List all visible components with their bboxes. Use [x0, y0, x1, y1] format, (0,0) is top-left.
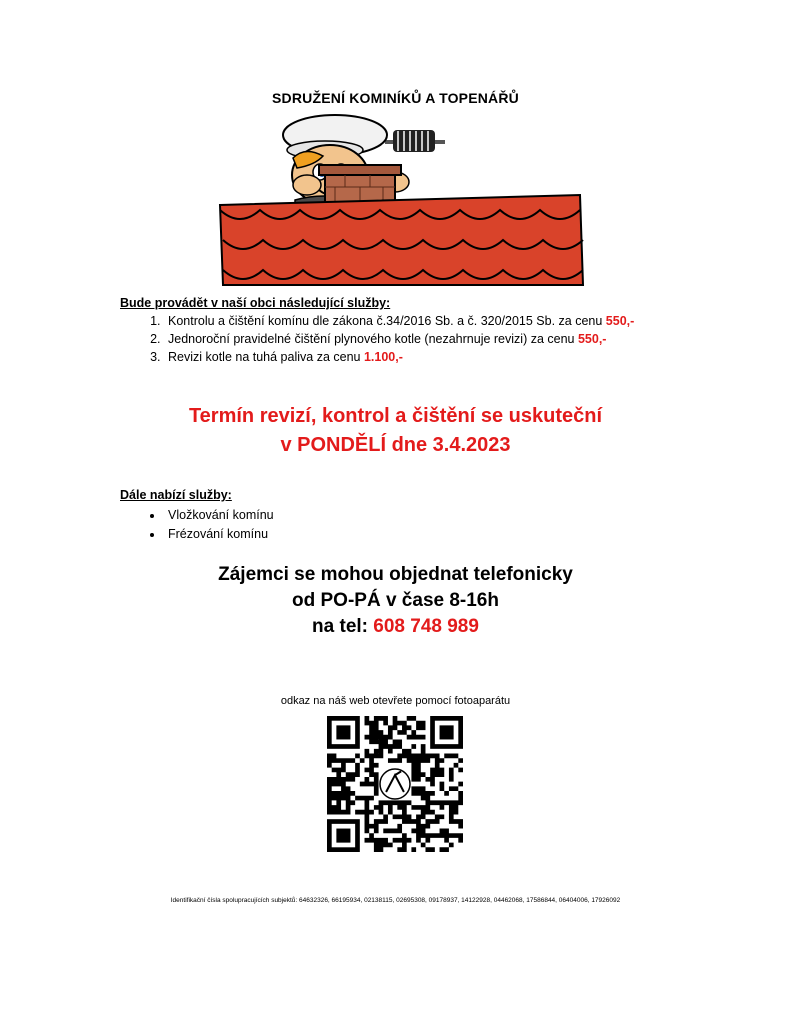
- service-price: 550,-: [605, 314, 635, 328]
- list-item: [164, 312, 740, 330]
- page-title: SDRUŽENÍ KOMINÍKŮ A TOPENÁŘŮ: [272, 90, 519, 106]
- announcement-line-2: v PONDĚLÍ dne 3.4.2023: [280, 434, 511, 456]
- service-price: 1.100,-: [363, 350, 403, 364]
- contact-line-3: [0, 614, 791, 640]
- qr-caption: odkaz na náš web otevřete pomocí fotoaparátu: [280, 695, 511, 707]
- service-text: Revizi kotle na tuhá paliva za cenu: [168, 350, 364, 364]
- contact-line-1: Zájemci se mohou objednat telefonicky: [218, 564, 573, 585]
- extra-services-heading: Dále nabízí služby:: [120, 488, 232, 502]
- contact-section: [0, 562, 791, 640]
- phone-prefix: na tel:: [312, 616, 374, 637]
- contact-line-2: od PO-PÁ v čase 8-16h: [292, 590, 499, 611]
- list-item: • Frézování komínu: [164, 525, 520, 544]
- services-heading: Bude provádět v naší obci následující služby:: [120, 296, 391, 310]
- list-item: [164, 330, 740, 348]
- qr-code[interactable]: [327, 716, 463, 852]
- phone-number[interactable]: 608 748 989: [373, 616, 479, 637]
- services-section: [120, 296, 740, 366]
- qr-finder-pattern: [430, 716, 463, 749]
- service-text: Kontrolu a čištění komínu dle zákona č.34/2016 Sb. a č. 320/2015 Sb. za cenu: [168, 314, 606, 328]
- service-price: 550,-: [577, 332, 607, 346]
- services-list: [120, 312, 740, 366]
- list-item: • Vložkování komínu: [164, 506, 520, 525]
- service-text: Jednoroční pravidelné čištění plynového kotle (nezahrnuje revizi) za cenu: [168, 332, 578, 346]
- extra-services-list: [120, 506, 520, 544]
- qr-finder-pattern: [327, 819, 360, 852]
- footer-ids: Identifikační čísla spolupracujících subjektů: 64632326, 66195934, 02138115, 02695308, 09178937, 14122928, 04462068, 17586844, 06404006, 17926092: [170, 897, 621, 904]
- chimney-sweep-illustration: [215, 110, 585, 290]
- qr-finder-pattern: [327, 716, 360, 749]
- list-item: [164, 348, 740, 366]
- announcement-line-1: Termín revizí, kontrol a čištění se uskuteční: [188, 405, 603, 427]
- extra-services-section: [120, 488, 520, 544]
- announcement: [0, 402, 791, 460]
